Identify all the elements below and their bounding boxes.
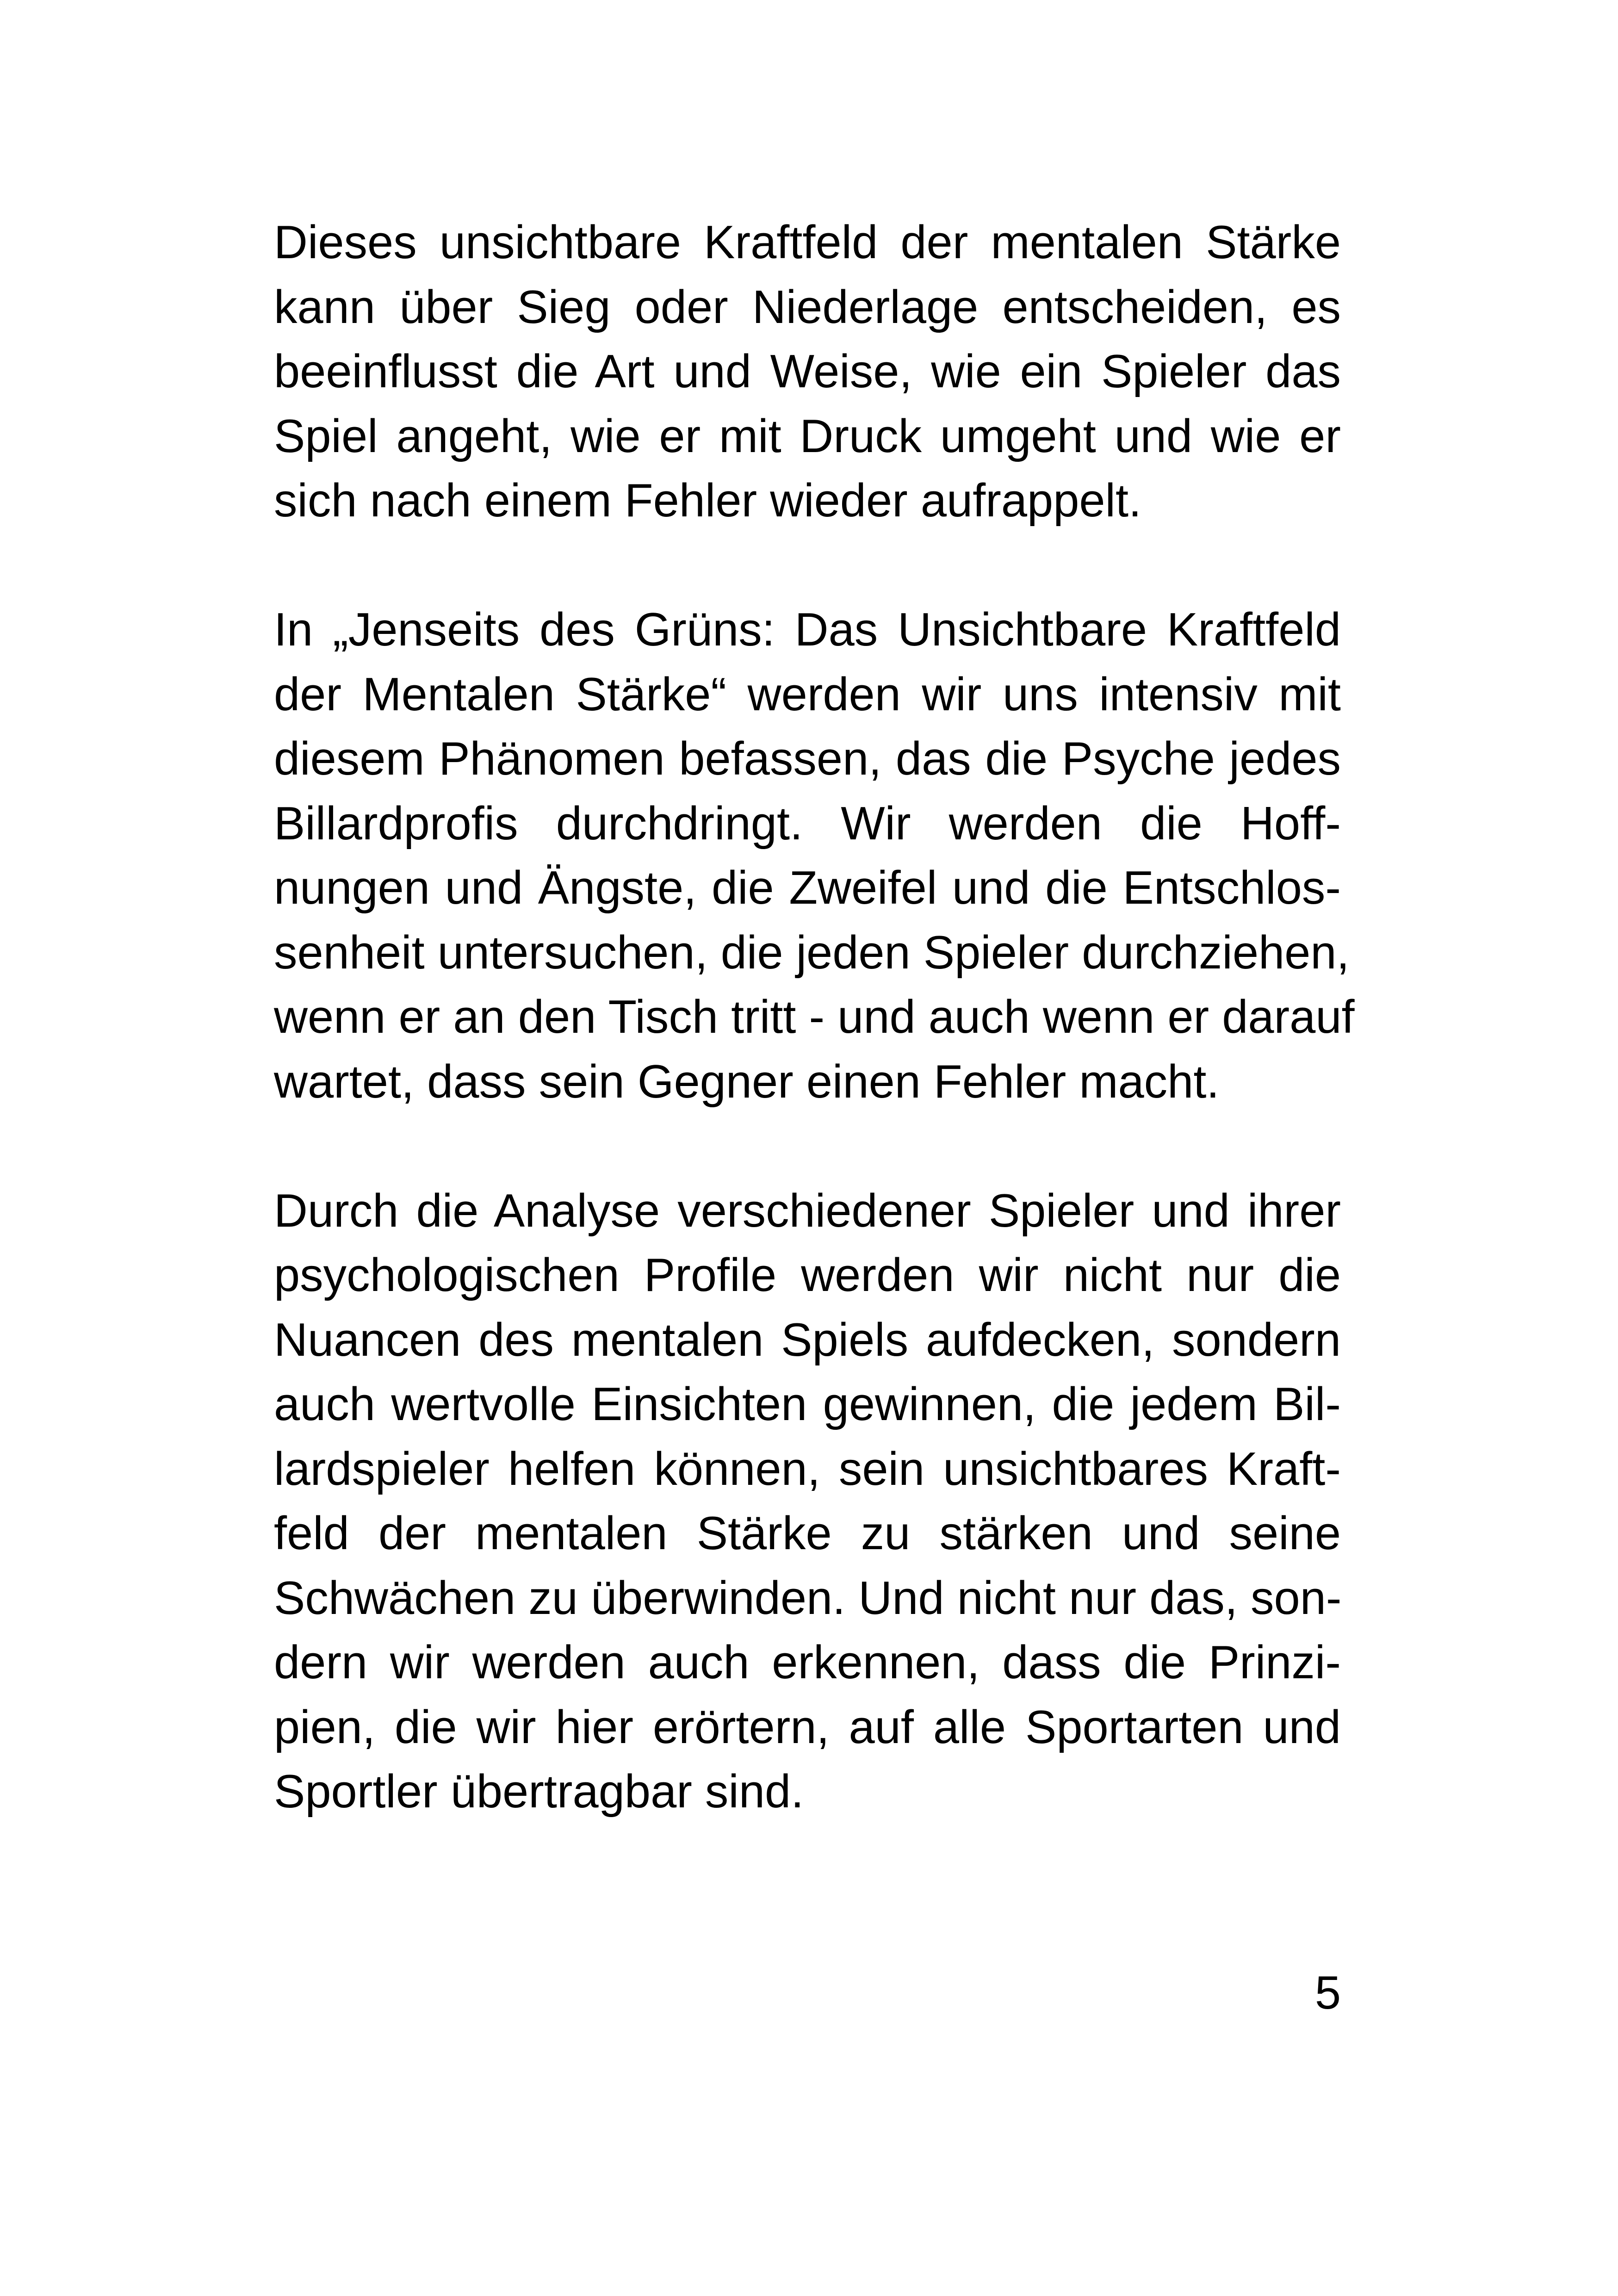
text-line: pien, die wir hier erörtern, auf alle Sportarten und bbox=[274, 1701, 1341, 1753]
text-line: wenn er an den Tisch tritt - und auch wenn er darauf bbox=[274, 991, 1355, 1043]
text-line: nungen und Ängste, die Zweifel und die Entschlos- bbox=[274, 862, 1341, 914]
text-line: Nuancen des mentalen Spiels aufdecken, sondern bbox=[274, 1314, 1341, 1366]
paragraph-gap bbox=[274, 1114, 1341, 1179]
text-line: dern wir werden auch erkennen, dass die Prinzi- bbox=[274, 1637, 1341, 1688]
paragraph-2 bbox=[274, 598, 1355, 1114]
text-line: Sportler übertragbar sind. bbox=[274, 1766, 804, 1818]
text-line: senheit untersuchen, die jeden Spieler durchziehen, bbox=[274, 926, 1350, 979]
text-line: beeinflusst die Art und Weise, wie ein Spieler das bbox=[274, 346, 1341, 397]
body-text bbox=[274, 211, 1355, 1824]
text-line: Spiel angeht, wie er mit Druck umgeht und wie er bbox=[274, 410, 1341, 462]
paragraph-1 bbox=[274, 211, 1341, 534]
paragraph-gap bbox=[274, 534, 1341, 598]
text-line: feld der mentalen Stärke zu stärken und seine bbox=[274, 1508, 1341, 1559]
text-line: lardspieler helfen können, sein unsichtbares Kraft- bbox=[274, 1443, 1341, 1495]
text-line: kann über Sieg oder Niederlage entscheiden, es bbox=[274, 281, 1341, 333]
page-number: 5 bbox=[1314, 1967, 1341, 2019]
text-line: psychologischen Profile werden wir nicht nur die bbox=[274, 1249, 1341, 1301]
text-line: Dieses unsichtbare Kraftfeld der mentalen Stärke bbox=[274, 217, 1341, 268]
text-line: Schwächen zu überwinden. Und nicht nur das, son- bbox=[274, 1572, 1342, 1624]
text-line: diesem Phänomen befassen, das die Psyche jedes bbox=[274, 733, 1341, 785]
text-line: sich nach einem Fehler wieder aufrappelt. bbox=[274, 475, 1142, 527]
text-line: wartet, dass sein Gegner einen Fehler macht. bbox=[274, 1055, 1220, 1108]
text-line: auch wertvolle Einsichten gewinnen, die jedem Bil- bbox=[274, 1378, 1341, 1430]
text-line: Billardprofis durchdringt. Wir werden die Hoff- bbox=[274, 797, 1341, 850]
paragraph-3 bbox=[274, 1179, 1341, 1824]
text-line: Durch die Analyse verschiedener Spieler und ihrer bbox=[274, 1185, 1341, 1237]
text-line: In „Jenseits des Grüns: Das Unsichtbare Kraftfeld bbox=[274, 604, 1341, 656]
text-line: der Mentalen Stärke“ werden wir uns intensiv mit bbox=[274, 668, 1341, 720]
